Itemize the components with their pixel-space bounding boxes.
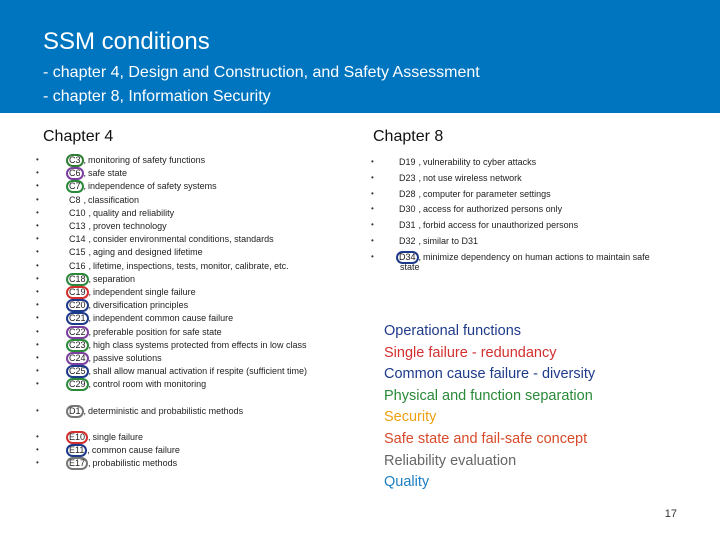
bullet-icon: • (36, 181, 39, 190)
operational-functions-list (384, 321, 595, 494)
condition-text: deterministic and probabilistic methods (88, 406, 244, 416)
condition-text: high class systems protected from effects in low class (93, 340, 307, 350)
page-number: 17 (664, 508, 677, 520)
bullet-icon: • (371, 204, 374, 213)
condition-code: C23 (66, 339, 89, 352)
condition-code: C18 (66, 273, 89, 286)
bullet-icon: • (371, 220, 374, 229)
condition-text: similar to D31 (423, 236, 479, 246)
condition-code: C6 (66, 167, 84, 180)
condition-code: C24 (66, 352, 89, 365)
list-item (36, 365, 307, 378)
separator: , (88, 340, 92, 350)
bullet-icon: • (36, 406, 39, 415)
list-item (36, 299, 189, 312)
operational-function-item: Single failure - redundancy (384, 344, 557, 361)
condition-code: E10 (66, 431, 88, 444)
bullet-icon: • (36, 155, 39, 164)
condition-text: passive solutions (93, 353, 162, 363)
bullet-icon: • (36, 168, 39, 177)
condition-code: D28 (399, 189, 416, 199)
separator: , (83, 195, 87, 205)
operational-function-item: Quality (384, 474, 430, 491)
condition-text: independence of safety systems (88, 181, 217, 191)
subtitle-chapter-4: - chapter 4, Design and Construction, and Safety Assessment (43, 64, 480, 81)
condition-code: C19 (66, 286, 89, 299)
condition-text: computer for parameter settings (423, 189, 551, 199)
separator: , (88, 274, 92, 284)
bullet-icon: • (36, 445, 39, 454)
bullet-icon: • (371, 157, 374, 166)
condition-text: preferable position for safe state (93, 327, 222, 337)
condition-text: aging and designed lifetime (93, 247, 203, 257)
list-item (371, 172, 522, 185)
separator: , (418, 236, 422, 246)
chapter-8-list (371, 156, 710, 286)
bullet-icon: • (36, 432, 39, 441)
separator: , (83, 181, 87, 191)
condition-code: C13 (69, 221, 86, 231)
separator: , (88, 234, 92, 244)
operational-function-item: Security (384, 409, 437, 426)
list-item (36, 194, 140, 207)
separator: , (88, 313, 92, 323)
bullet-icon: • (36, 221, 39, 230)
separator: , (88, 327, 92, 337)
bullet-icon: • (371, 236, 374, 245)
condition-code: D1 (66, 405, 84, 418)
condition-code: C7 (66, 180, 84, 193)
operational-function-item: Operational functions (384, 323, 522, 339)
condition-code: D30 (399, 204, 416, 214)
separator: , (83, 155, 87, 165)
condition-code: D31 (399, 220, 416, 230)
list-item (36, 326, 222, 339)
list-item (36, 260, 289, 273)
bullet-icon: • (36, 274, 39, 283)
list-item (371, 219, 579, 232)
condition-text: diversification principles (93, 300, 189, 310)
operational-function-item: Common cause failure - diversity (384, 366, 596, 383)
condition-code: C20 (66, 299, 89, 312)
separator: , (88, 221, 92, 231)
bullet-icon: • (36, 208, 39, 217)
list-item (36, 154, 206, 167)
list-item (36, 207, 175, 220)
condition-text: separation (93, 274, 136, 284)
list-item (36, 312, 234, 325)
separator: , (87, 445, 90, 455)
condition-code: D19 (399, 157, 416, 167)
condition-text: independent single failure (93, 287, 196, 297)
bullet-icon: • (36, 458, 39, 467)
subtitle-chapter-8: - chapter 8, Information Security (43, 88, 271, 105)
condition-code: E11 (66, 444, 87, 457)
condition-code: E17 (66, 457, 88, 470)
list-item (36, 220, 167, 233)
condition-text: single failure (92, 432, 144, 442)
separator: , (88, 366, 92, 376)
separator: , (88, 432, 91, 442)
bullet-icon: • (36, 300, 39, 309)
list-item (36, 339, 307, 352)
bullet-icon: • (36, 327, 39, 336)
condition-code: C21 (66, 312, 89, 325)
separator: , (88, 353, 92, 363)
separator: , (418, 173, 422, 183)
list-item (36, 286, 196, 299)
list-item (36, 431, 144, 444)
condition-text: consider environmental conditions, standards (93, 234, 274, 244)
operational-function-item: Physical and function separation (384, 387, 593, 404)
separator: , (418, 252, 422, 262)
bullet-icon: • (36, 340, 39, 349)
condition-text: proven technology (93, 221, 167, 231)
bullet-icon: • (36, 261, 39, 270)
bullet-icon: • (36, 379, 39, 388)
bullet-icon: • (371, 252, 374, 261)
condition-text: lifetime, inspections, tests, monitor, calibrate, etc. (93, 261, 289, 271)
separator: , (418, 220, 422, 230)
bullet-icon: • (36, 247, 39, 256)
list-item (36, 457, 178, 470)
list-item (371, 188, 551, 201)
condition-code: D34 (396, 251, 419, 264)
separator: , (83, 406, 87, 416)
list-item (371, 156, 537, 169)
bullet-icon: • (371, 189, 374, 198)
condition-text: quality and reliability (93, 208, 175, 218)
condition-text: not use wireless network (423, 173, 522, 183)
condition-code: D23 (399, 173, 416, 183)
list-item (36, 246, 203, 259)
list-item (36, 352, 162, 365)
separator: , (88, 208, 92, 218)
bullet-icon: • (36, 353, 39, 362)
condition-text: monitoring of safety functions (88, 155, 206, 165)
condition-text: common cause failure (91, 445, 180, 455)
separator: , (418, 157, 422, 167)
separator: , (88, 379, 92, 389)
separator: , (88, 247, 92, 257)
list-item (371, 251, 650, 264)
bullet-icon: • (371, 173, 374, 182)
condition-text: control room with monitoring (93, 379, 207, 389)
operational-function-item: Safe state and fail-safe concept (384, 430, 588, 447)
condition-code: D32 (399, 236, 416, 246)
bullet-icon: • (36, 287, 39, 296)
condition-code: C29 (66, 378, 89, 391)
condition-text: forbid access for unauthorized persons (423, 220, 579, 230)
condition-text: independent common cause failure (93, 313, 234, 323)
condition-text: shall allow manual activation if respite (sufficient time) (93, 366, 307, 376)
condition-code: C14 (69, 234, 86, 244)
list-item (36, 378, 207, 391)
separator: , (88, 300, 92, 310)
condition-code: C8 (69, 195, 81, 205)
separator: , (88, 287, 92, 297)
list-item (36, 444, 180, 457)
list-item-continuation: state (400, 262, 420, 272)
condition-text: safe state (88, 168, 128, 178)
condition-code: C3 (66, 154, 84, 167)
condition-text: vulnerability to cyber attacks (423, 157, 537, 167)
list-item (371, 235, 479, 248)
slide-title: SSM conditions (43, 28, 210, 55)
list-item (36, 180, 217, 193)
separator: , (418, 189, 422, 199)
list-item (36, 273, 136, 286)
condition-text: probabilistic methods (92, 458, 178, 468)
list-item (36, 405, 244, 418)
condition-code: C10 (69, 208, 86, 218)
chapter-4-heading: Chapter 4 (43, 128, 114, 145)
condition-code: C16 (69, 261, 86, 271)
condition-text: classification (88, 195, 140, 205)
condition-text: minimize dependency on human actions to maintain safe (423, 252, 650, 262)
operational-function-item: Reliability evaluation (384, 452, 517, 469)
condition-code: C15 (69, 247, 86, 257)
bullet-icon: • (36, 313, 39, 322)
condition-code: C22 (66, 326, 89, 339)
separator: , (88, 261, 92, 271)
separator: , (88, 458, 91, 468)
chapter-8-heading: Chapter 8 (373, 128, 444, 145)
separator: , (83, 168, 87, 178)
bullet-icon: • (36, 234, 39, 243)
list-item (36, 167, 128, 180)
separator: , (418, 204, 422, 214)
list-item (371, 203, 563, 216)
slide-header (0, 0, 720, 113)
condition-code: C25 (66, 365, 89, 378)
condition-text: access for authorized persons only (423, 204, 563, 214)
bullet-icon: • (36, 366, 39, 375)
list-item (36, 233, 274, 246)
chapter-4-list (36, 154, 370, 474)
bullet-icon: • (36, 195, 39, 204)
